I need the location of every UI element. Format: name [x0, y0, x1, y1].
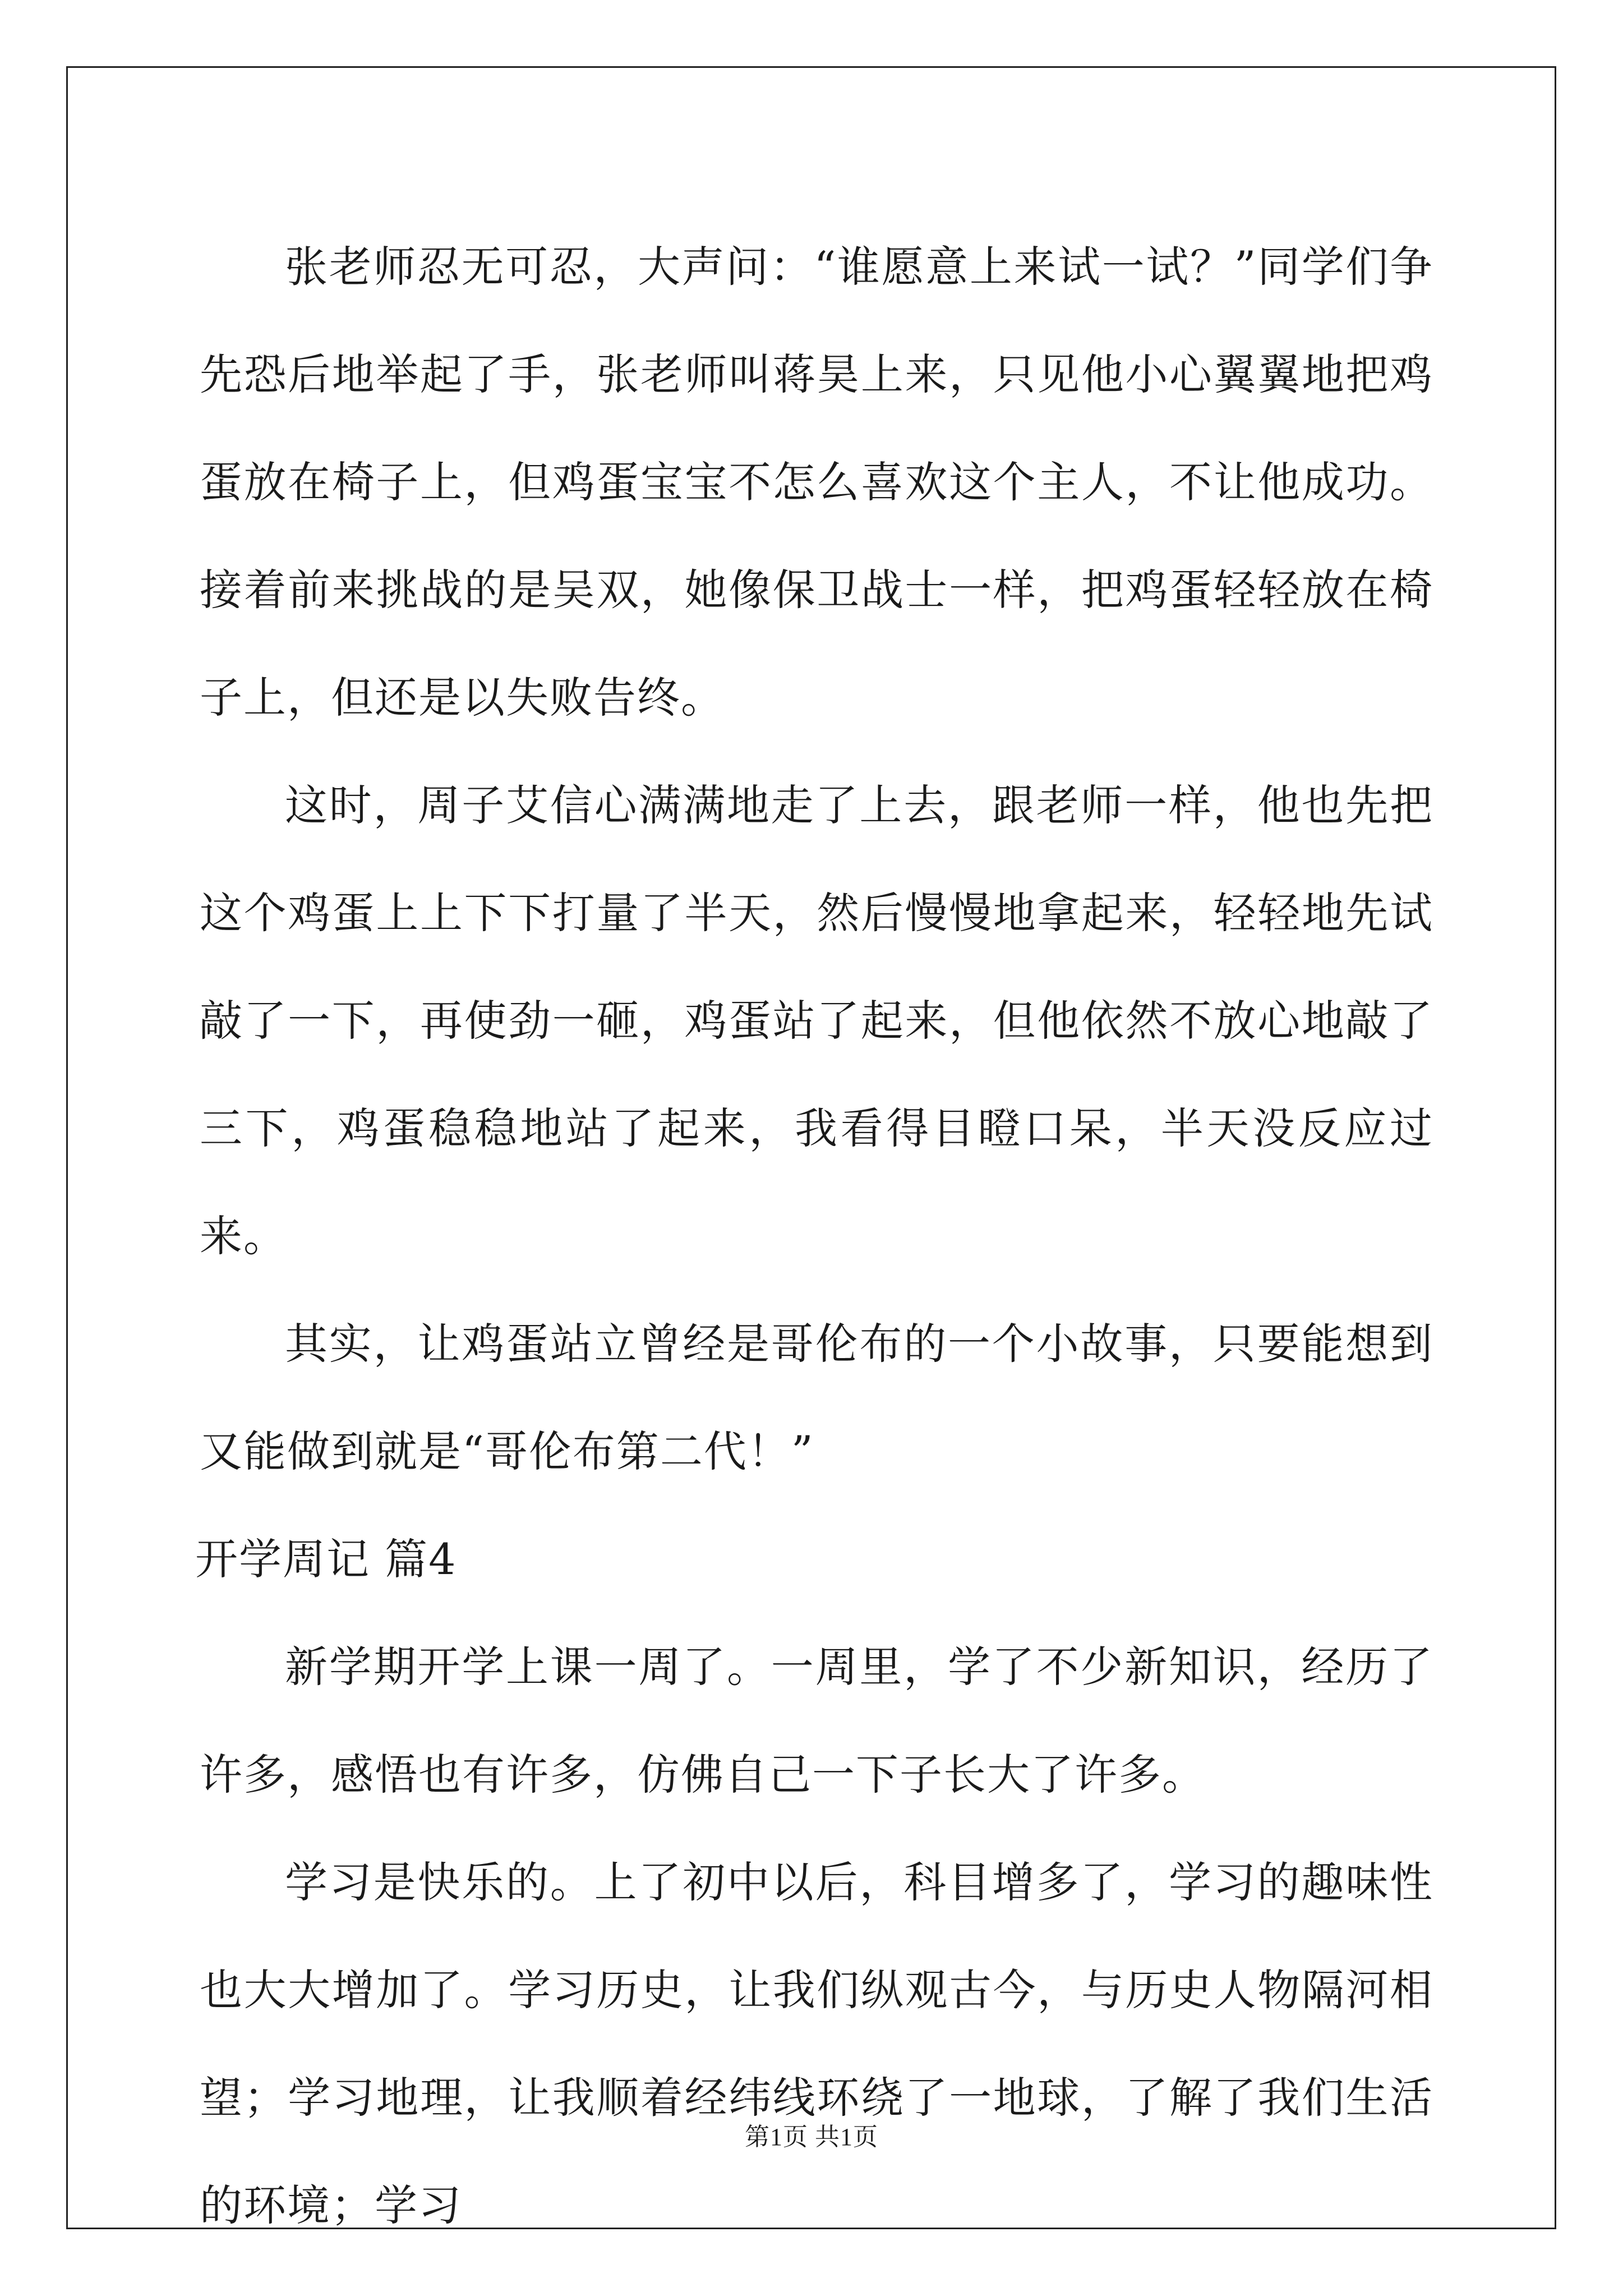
- paragraph-learning: 学习是快乐的。上了初中以后，科目增多了，学习的趣味性也大大增加了。学习历史，让我们纵观古今，与历史人物隔河相望；学习地理，让我顺着经纬线环绕了一地球，了解了我们生活的环境；学习: [200, 1857, 1433, 2230]
- paragraph-columbus: 其实，让鸡蛋站立曾经是哥伦布的一个小故事，只要能想到又能做到就是“哥伦布第二代！”: [200, 1319, 1433, 1476]
- page-footer: 第1页 共1页: [745, 2123, 878, 2151]
- paragraph-zhou-ziai: 这时，周子艾信心满满地走了上去，跟老师一样，他也先把这个鸡蛋上上下下打量了半天，然后慢慢地拿起来，轻轻地先试敲了一下，再使劲一砸，鸡蛋站了起来，但他依然不放心地敲了三下，鸡蛋稳稳地站了起来，我看得目瞪口呆，半天没反应过来。: [200, 780, 1433, 1261]
- paragraph-egg-challenge: 张老师忍无可忍，大声问：“谁愿意上来试一试？”同学们争先恐后地举起了手，张老师叫蒋昊上来，只见他小心翼翼地把鸡蛋放在椅子上，但鸡蛋宝宝不怎么喜欢这个主人，不让他成功。接着前来挑战的是吴双，她像保卫战士一样，把鸡蛋轻轻放在椅子上，但还是以失败告终。: [200, 242, 1433, 723]
- paragraph-new-term: 新学期开学上课一周了。一周里，学了不少新知识，经历了许多，感悟也有许多，仿佛自己一下子长大了许多。: [200, 1642, 1433, 1800]
- section-heading: 开学周记 篇4: [195, 1534, 457, 1584]
- document-body: [195, 213, 1433, 2260]
